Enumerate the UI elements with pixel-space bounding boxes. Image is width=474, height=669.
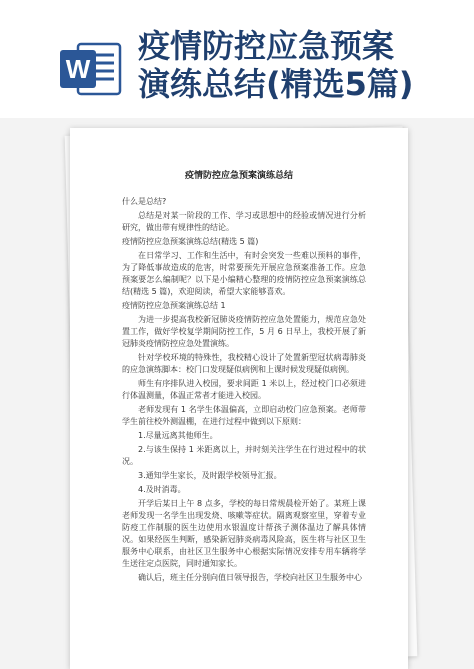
document-paragraph: 4.及时消毒。	[138, 485, 186, 494]
document-page	[70, 128, 408, 669]
document-paragraph: 开学后某日上午 8 点多，学校的每日常规晨检开始了。某班上课老师发现一名学生出现发烧、咳嗽等症状。隔离观察室里，穿着专业防疫工作制服的医生边使用水银温度计帮孩子测体温边了解具体情况。如果经医生判断，感染新冠肺炎病毒风险高，医生将与社区卫生服务中心联系，由社区卫生服务中心根据实际情况安排专用车辆将学生送往定点医院，同时通知家长。	[122, 499, 366, 568]
document-paragraph: 什么是总结?	[122, 197, 167, 206]
document-paragraph: 确认后，班主任分别向值日领导报告，学校向社区卫生服务中心	[138, 573, 362, 582]
document-paragraph: 2.与该生保持 1 米距离以上，并时刻关注学生在行进过程中的状况。	[122, 445, 366, 466]
document-paragraph: 1.尽量远离其他师生。	[138, 431, 218, 440]
word-document-icon	[58, 38, 122, 100]
document-paragraph: 总结是对某一阶段的工作、学习或思想中的经验或情况进行分析研究，做出带有规律性的结论。	[122, 211, 366, 232]
document-title: 疫情防控应急预案演练总结	[184, 171, 293, 181]
document-body	[122, 196, 366, 586]
page-title-line-1: 疫情防控应急预案	[138, 27, 395, 65]
document-paragraph: 为进一步提高我校新冠肺炎疫情防控应急处置能力，规范应急处置工作，做好学校复学期间防控工作，5 月 6 日早上，我校开展了新冠肺炎疫情防控应急处置演练。	[122, 315, 366, 348]
document-paragraph: 疫情防控应急预案演练总结(精选 5 篇)	[122, 237, 259, 246]
document-paragraph: 针对学校环境的特殊性，我校精心设计了处置新型冠状病毒肺炎的应急演练脚本：校门口发现疑似病例和上课时候发现疑似病例。	[122, 353, 366, 374]
svg-text:W: W	[65, 54, 91, 84]
document-paragraph: 3.通知学生家长，及时跟学校领导汇报。	[138, 471, 282, 480]
page-title-line-2: 演练总结(精选5篇)	[138, 65, 414, 103]
document-paragraph: 老师发现有 1 名学生体温偏高，立即启动校门应急预案。老师带学生前往校外测温棚，在进行过程中做到以下原则：	[122, 405, 366, 426]
document-paragraph: 疫情防控应急预案演练总结 1	[122, 301, 226, 310]
header-banner	[0, 0, 474, 118]
document-paragraph: 在日常学习、工作和生活中，有时会突发一些难以预料的事件，为了降低事故造成的危害，时常要预先开展应急预案准备工作。应急预案要怎么编制呢？以下是小编精心整理的疫情防控应急预案演练总结(精选 5 篇)，欢迎阅读，希望大家能够喜欢。	[122, 251, 366, 296]
document-paragraph: 师生有序排队进入校园，要求间距 1 米以上，经过校门口必须进行体温测量，体温正常者才能进入校园。	[122, 379, 366, 400]
